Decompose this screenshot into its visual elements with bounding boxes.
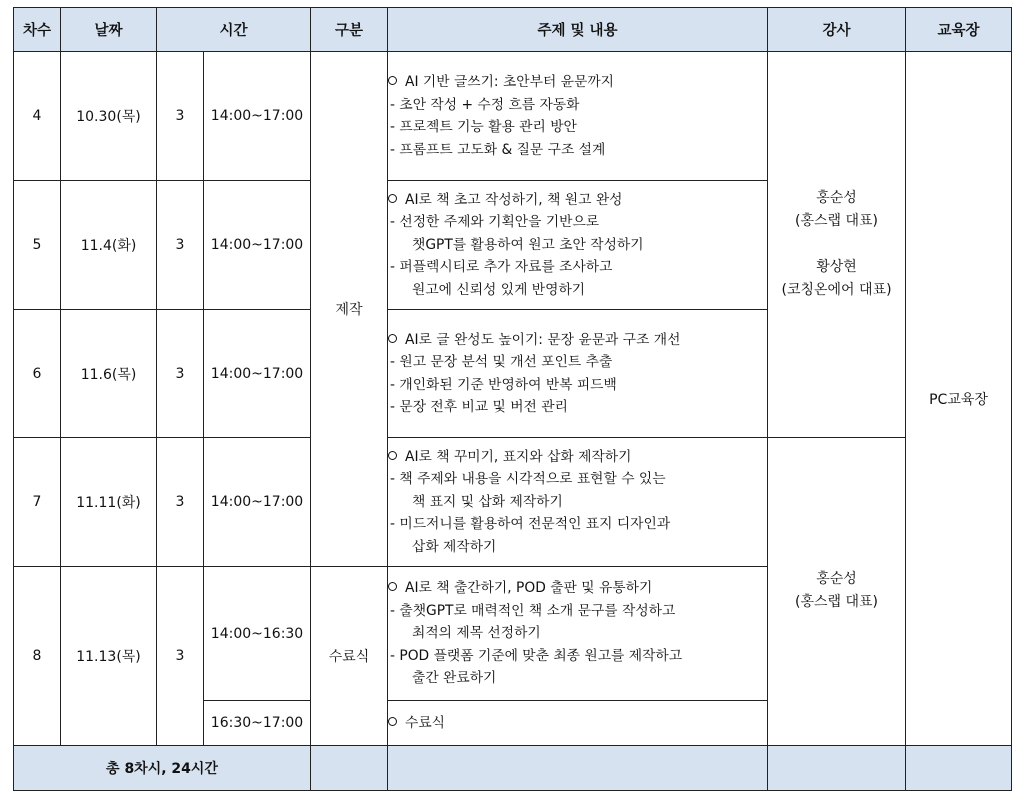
total-empty-cell bbox=[906, 746, 1012, 791]
total-empty-cell bbox=[311, 746, 388, 791]
topic-line: 출간 완료하기 bbox=[412, 670, 497, 687]
topic-cell bbox=[388, 567, 768, 701]
instructor-cell bbox=[768, 438, 906, 746]
date-cell: 11.13(목) bbox=[61, 567, 157, 746]
topic-heading: AI 기반 글쓰기: 초안부터 윤문까지 bbox=[388, 71, 767, 94]
session-cell: 6 bbox=[14, 310, 61, 438]
total-label: 총 8차시, 24시간 bbox=[14, 746, 311, 791]
time-cell: 14:00~17:00 bbox=[204, 52, 311, 181]
header-topic: 주제 및 내용 bbox=[388, 8, 768, 52]
topic-line: - 프로젝트 기능 활용 관리 방안 bbox=[390, 119, 577, 135]
date-cell: 10.30(목) bbox=[61, 52, 157, 181]
session-cell: 7 bbox=[14, 438, 61, 567]
category-cell: 수료식 bbox=[311, 567, 388, 746]
instructor-org: (코칭온에어 대표) bbox=[781, 282, 892, 298]
topic-line: - 초안 작성 + 수정 흐름 자동화 bbox=[390, 96, 580, 113]
table-row bbox=[14, 438, 1012, 567]
topic-line: - 원고 문장 분석 및 개선 포인트 추출 bbox=[390, 354, 613, 370]
category-cell: 제작 bbox=[311, 52, 388, 567]
topic-line: 원고에 신뢰성 있게 반영하기 bbox=[412, 281, 586, 298]
topic-line: - 프롬프트 고도화 & 질문 구조 설계 bbox=[390, 141, 606, 158]
total-empty-cell bbox=[388, 746, 768, 791]
session-cell: 4 bbox=[14, 52, 61, 181]
topic-line: 챗GPT를 활용하여 원고 초안 작성하기 bbox=[412, 236, 644, 253]
circle-bullet-icon bbox=[388, 76, 397, 85]
total-row bbox=[14, 746, 1012, 791]
topic-line: - 출챗GPT로 매력적인 책 소개 문구를 작성하고 bbox=[390, 602, 676, 619]
circle-bullet-icon bbox=[388, 451, 397, 460]
instructor-name: 홍순성 bbox=[816, 571, 857, 587]
topic-line: 삽화 제작하기 bbox=[412, 538, 497, 555]
topic-line: - 개인화된 기준 반영하여 반복 피드백 bbox=[390, 376, 617, 393]
topic-line: - 미드저니를 활용하여 전문적인 표지 디자인과 bbox=[390, 516, 671, 533]
time-cell: 16:30~17:00 bbox=[204, 701, 311, 746]
topic-cell bbox=[388, 52, 768, 181]
topic-line: - 문장 전후 비교 및 버전 관리 bbox=[390, 399, 568, 415]
total-empty-cell bbox=[768, 746, 906, 791]
header-date: 날짜 bbox=[61, 8, 157, 52]
topic-line: - 책 주제와 내용을 시각적으로 표현할 수 있는 bbox=[390, 471, 666, 488]
circle-bullet-icon bbox=[388, 194, 397, 203]
session-cell: 5 bbox=[14, 181, 61, 310]
date-cell: 11.6(목) bbox=[61, 310, 157, 438]
hours-cell: 3 bbox=[157, 438, 204, 567]
header-instructor: 강사 bbox=[768, 8, 906, 52]
circle-bullet-icon bbox=[388, 717, 397, 726]
header-time: 시간 bbox=[157, 8, 311, 52]
hours-cell: 3 bbox=[157, 52, 204, 181]
topic-line: - 퍼플렉시티로 추가 자료를 조사하고 bbox=[390, 259, 613, 276]
venue-cell: PC교육장 bbox=[906, 52, 1012, 746]
time-cell: 14:00~17:00 bbox=[204, 181, 311, 310]
topic-heading: 수료식 bbox=[388, 712, 767, 735]
instructor-cell bbox=[768, 52, 906, 438]
topic-heading: AI로 책 초고 작성하기, 책 원고 완성 bbox=[388, 189, 767, 212]
instructor-name: 황상현 bbox=[816, 259, 857, 275]
header-session: 차수 bbox=[14, 8, 61, 52]
topic-cell bbox=[388, 310, 768, 438]
hours-cell: 3 bbox=[157, 310, 204, 438]
topic-line: - 선정한 주제와 기획안을 기반으로 bbox=[390, 214, 600, 231]
date-cell: 11.4(화) bbox=[61, 181, 157, 310]
schedule-table bbox=[13, 7, 1012, 791]
hours-cell: 3 bbox=[157, 567, 204, 746]
header-category: 구분 bbox=[311, 8, 388, 52]
topic-cell bbox=[388, 181, 768, 310]
time-cell: 14:00~17:00 bbox=[204, 438, 311, 567]
instructor-org: (홍스랩 대표) bbox=[795, 213, 879, 229]
instructor-name: 홍순성 bbox=[816, 190, 857, 206]
topic-cell bbox=[388, 438, 768, 567]
topic-heading: AI로 책 출간하기, POD 출판 및 유통하기 bbox=[388, 577, 767, 600]
circle-bullet-icon bbox=[388, 582, 397, 591]
hours-cell: 3 bbox=[157, 181, 204, 310]
topic-heading: AI로 책 꾸미기, 표지와 삽화 제작하기 bbox=[388, 446, 767, 469]
time-cell: 14:00~17:00 bbox=[204, 310, 311, 438]
header-row bbox=[14, 8, 1012, 52]
topic-line: 최적의 제목 선정하기 bbox=[412, 625, 541, 642]
header-venue: 교육장 bbox=[906, 8, 1012, 52]
table-row bbox=[14, 52, 1012, 181]
date-cell: 11.11(화) bbox=[61, 438, 157, 567]
topic-line: 책 표지 및 삽화 제작하기 bbox=[412, 493, 563, 510]
topic-line: - POD 플랫폼 기준에 맞춘 최종 원고를 제작하고 bbox=[390, 647, 683, 664]
session-cell: 8 bbox=[14, 567, 61, 746]
instructor-org: (홍스랩 대표) bbox=[795, 594, 879, 610]
topic-heading: AI로 글 완성도 높이기: 문장 윤문과 구조 개선 bbox=[388, 329, 767, 352]
circle-bullet-icon bbox=[388, 334, 397, 343]
topic-cell bbox=[388, 701, 768, 746]
time-cell: 14:00~16:30 bbox=[204, 567, 311, 701]
